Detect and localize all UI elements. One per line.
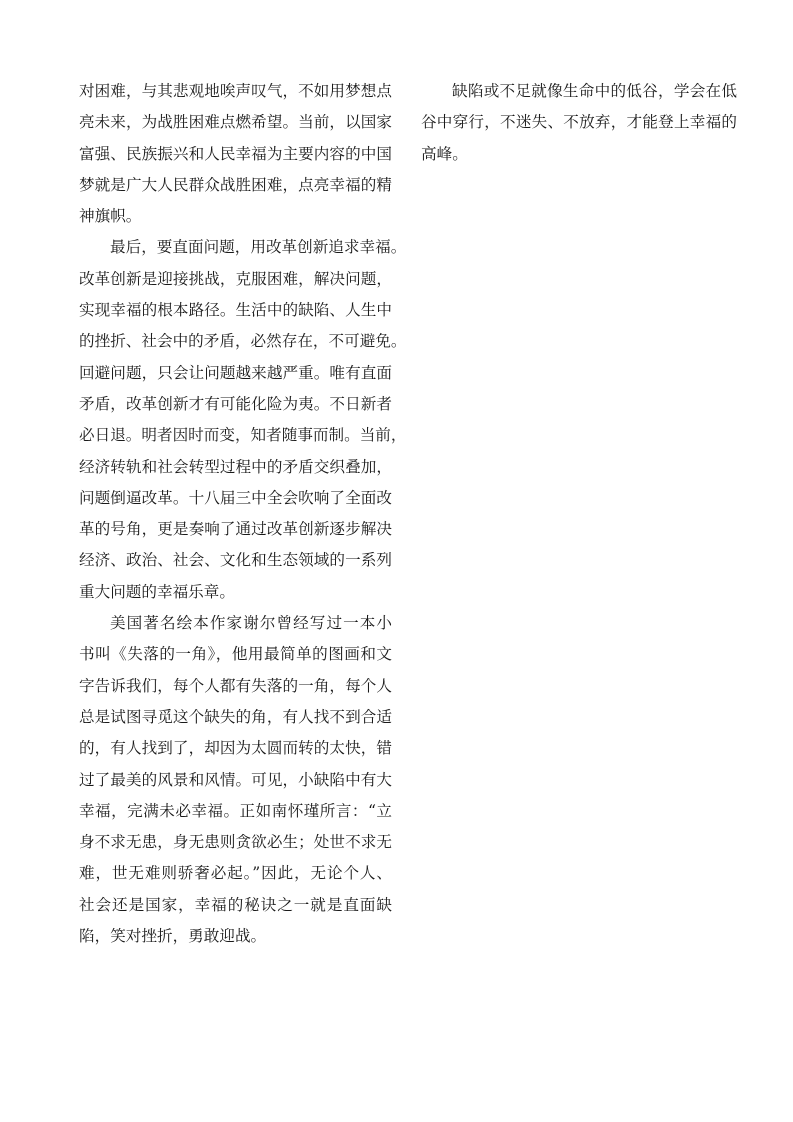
text-line: 必日退。明者因时而变，知者随事而制。当前， — [79, 426, 407, 445]
text-line: 梦就是广大人民群众战胜困难，点亮幸福的精 — [79, 175, 392, 194]
text-line: 亮未来，为战胜困难点燃希望。当前，以国家 — [79, 113, 392, 132]
text-line: 问题倒逼改革。十八届三中全会吹响了全面改 — [79, 488, 392, 507]
text-line: 富强、民族振兴和人民幸福为主要内容的中国 — [79, 144, 392, 163]
text-line: 回避问题，只会让问题越来越严重。唯有直面 — [79, 363, 392, 382]
paragraph-end-line: 神旗帜。 — [79, 207, 142, 226]
paragraph-end-line: 陷，笑对挫折，勇敢迎战。 — [79, 927, 267, 946]
text-line: 矛盾，改革创新才有可能化险为夷。不日新者 — [79, 394, 392, 413]
text-line: 经济、政治、社会、文化和生态领域的一系列 — [79, 551, 392, 570]
right-text-column — [421, 76, 737, 170]
left-text-column — [79, 76, 407, 952]
text-line: 革的号角，更是奏响了通过改革创新逐步解决 — [79, 520, 392, 539]
text-line: 谷中穿行，不迷失、不放弃，才能登上幸福的 — [421, 113, 737, 132]
text-line: 书叫《失落的一角》，他用最简单的图画和文 — [79, 645, 392, 664]
paragraph-first-line: 美国著名绘本作家谢尔曾经写过一本小 — [110, 614, 392, 633]
text-line: 字告诉我们，每个人都有失落的一角，每个人 — [79, 676, 392, 695]
paragraph-first-line: 缺陷或不足就像生命中的低谷，学会在低 — [452, 82, 737, 100]
text-line: 幸福，完满未必幸福。正如南怀瑾所言：“立 — [79, 801, 392, 820]
text-line: 社会还是国家，幸福的秘诀之一就是直面缺 — [79, 895, 392, 914]
text-line: 身不求无患，身无患则贪欲必生；处世不求无 — [79, 833, 392, 852]
text-line: 改革创新是迎接挑战，克服困难，解决问题， — [79, 269, 392, 288]
paragraph-first-line: 最后，要直面问题，用改革创新追求幸福。 — [110, 238, 407, 257]
text-line: 总是试图寻觅这个缺失的角，有人找不到合适 — [79, 707, 392, 726]
text-line: 难，世无难则骄奢必起。”因此，无论个人、 — [79, 864, 392, 883]
text-line: 的挫折、社会中的矛盾，必然存在，不可避免。 — [79, 332, 407, 351]
text-line: 经济转轨和社会转型过程中的矛盾交织叠加， — [79, 457, 392, 476]
text-line: 过了最美的风景和风情。可见，小缺陷中有大 — [79, 770, 392, 789]
paragraph-end-line: 高峰。 — [421, 144, 468, 163]
text-line: 对困难，与其悲观地唉声叹气，不如用梦想点 — [79, 82, 392, 100]
text-line: 实现幸福的根本路径。生活中的缺陷、人生中 — [79, 301, 392, 320]
text-line: 的，有人找到了，却因为太圆而转的太快，错 — [79, 739, 392, 758]
paragraph-end-line: 重大问题的幸福乐章。 — [79, 582, 235, 601]
